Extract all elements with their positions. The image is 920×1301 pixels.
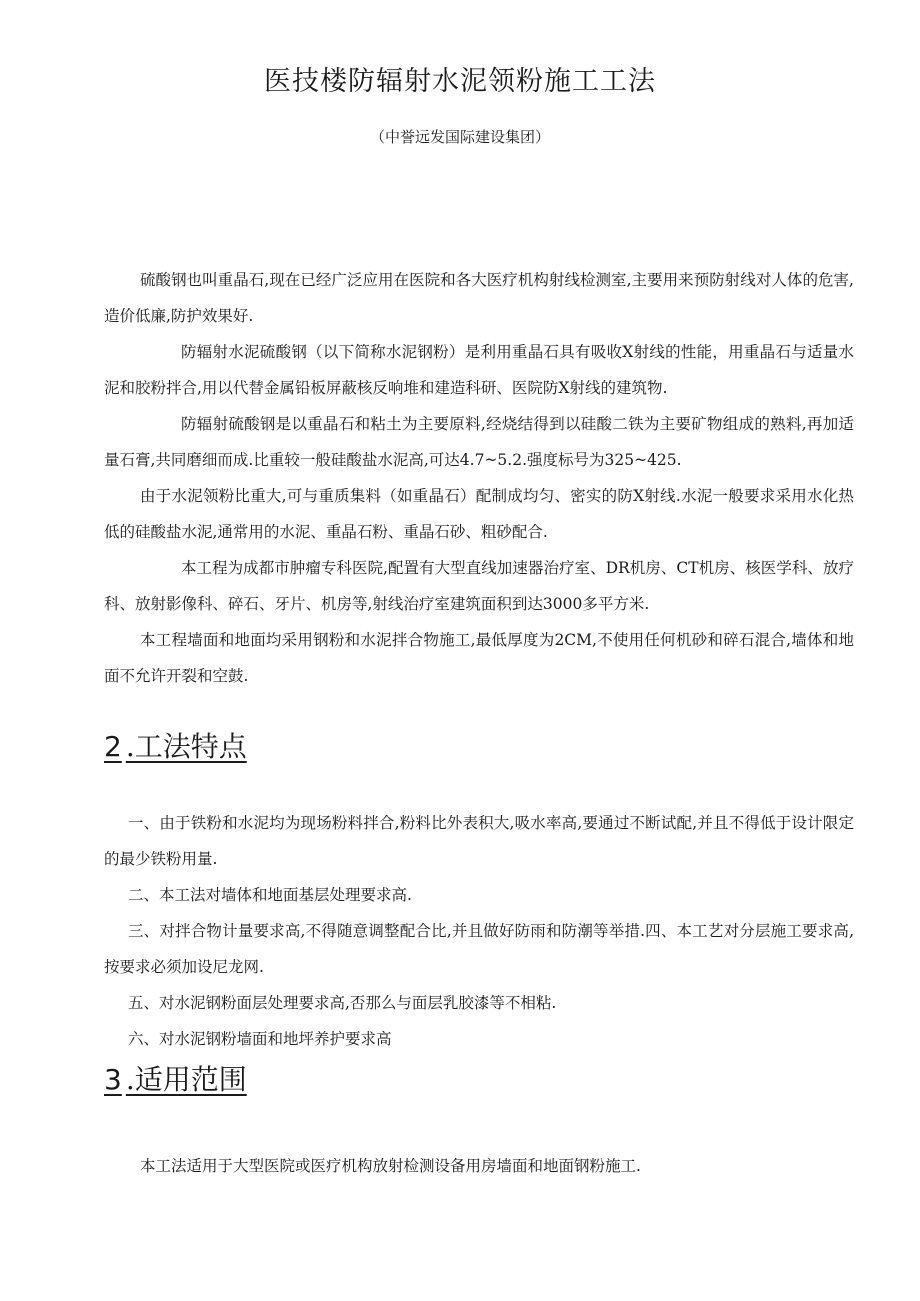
section-number: 3: [104, 1063, 122, 1096]
section-title: .工法特点: [125, 730, 247, 763]
intro-paragraph: 防辐射水泥硫酸钢（以下简称水泥钢粉）是利用重晶石具有吸收X射线的性能，用重晶石与适量水泥和胶粉拌合,用以代替金属铅板屏蔽核反响堆和建造科研、医院防X射线的建筑物.: [104, 343, 854, 397]
scope-paragraph: 本工法适用于大型医院或医疗机构放射检测设备用房墙面和地面钢粉施工.: [140, 1157, 641, 1175]
intro-paragraph: 由于水泥领粉比重大,可与重质集料（如重晶石）配制成均匀、密实的防X射线.水泥一般要求采用水化热低的硅酸盐水泥,通常用的水泥、重晶石粉、重晶石砂、粗砂配合.: [104, 487, 854, 541]
list-item: 一、由于铁粉和水泥均为现场粉料拌合,粉料比外表积大,吸水率高,要通过不断试配,并且不得低于设计限定的最少铁粉用量.: [104, 814, 854, 868]
section-heading-scope: [104, 1060, 247, 1100]
section-number: 2: [104, 730, 122, 763]
intro-section: [104, 262, 854, 694]
list-item: 五、对水泥钢粉面层处理要求高,否那么与面层乳胶漆等不相粘.: [128, 994, 557, 1012]
intro-paragraph: 硫酸钢也叫重晶石,现在已经广泛应用在医院和各大医疗机构射线检测室,主要用来预防射线对人体的危害,造价低廉,防护效果好.: [104, 271, 854, 325]
list-item: 二、本工法对墙体和地面基层处理要求高.: [128, 886, 412, 904]
intro-paragraph: 本工程墙面和地面均采用钢粉和水泥拌合物施工,最低厚度为2CM,不使用任何机砂和碎石混合,墙体和地面不允许开裂和空鼓.: [104, 631, 854, 685]
document-title: 医技楼防辐射水泥领粉施工工法: [264, 66, 656, 97]
list-item: 三、对拌合物计量要求高,不得随意调整配合比,并且做好防雨和防潮等举措.四、本工艺对分层施工要求高,按要求必须加设尼龙网.: [104, 922, 854, 976]
features-list: [104, 805, 854, 1057]
section-heading-features: [104, 727, 247, 767]
intro-paragraph: 本工程为成都市肿瘤专科医院,配置有大型直线加速器治疗室、DR机房、CT机房、核医学科、放疗科、放射影像科、碎石、牙片、机房等,射线治疗室建筑面积到达3000多平方米.: [104, 559, 854, 613]
section-title: .适用范围: [125, 1063, 247, 1096]
document-subtitle: （中誉远发国际建设集团）: [369, 128, 550, 146]
list-item: 六、对水泥钢粉墙面和地坪养护要求高: [128, 1030, 392, 1048]
intro-paragraph: 防辐射硫酸钢是以重晶石和粘土为主要原料,经烧结得到以硅酸二铁为主要矿物组成的熟料,再加适量石膏,共同磨细而成.比重较一般硅酸盐水泥高,可达4.7~5.2.强度标号为325~425.: [104, 415, 854, 469]
